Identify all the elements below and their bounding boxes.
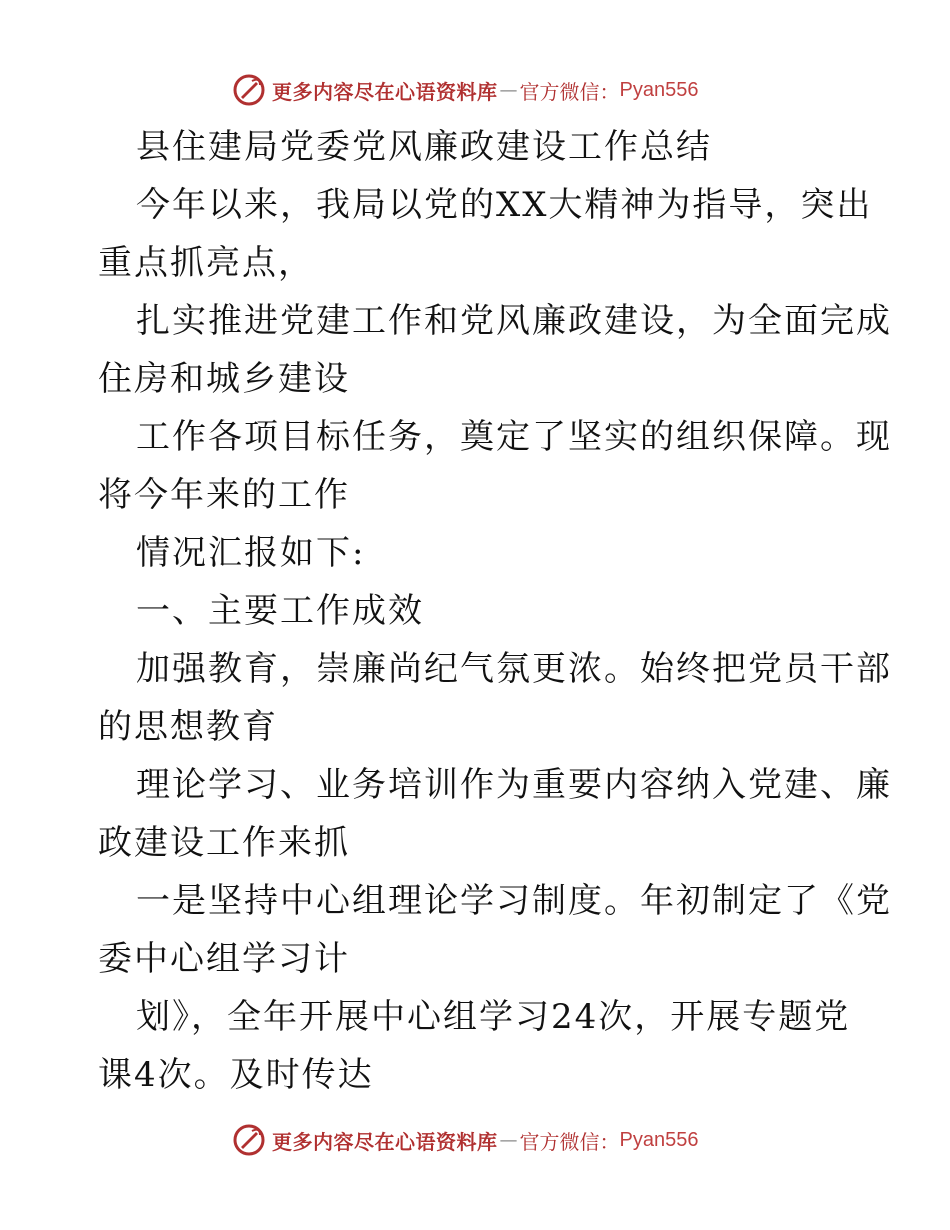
paragraph-line: 重点抓亮点， [98,243,314,283]
watermark-wechat-id: Pyan556 [619,1128,699,1151]
paragraph-line: 将今年来的工作 [98,475,350,515]
paragraph-line: 情况汇报如下: [136,533,366,573]
watermark-brand-text: 更多内容尽在心语资料库 [272,1129,498,1154]
watermark-wechat-id: Pyan556 [619,78,699,101]
document-body [98,118,892,1104]
paragraph-line: 理论学习、业务培训作为重要内容纳入党建、廉 [136,765,892,805]
paragraph-line: 划》，全年开展中心组学习24次，开展专题党 [136,997,851,1037]
paragraph-line: 工作各项目标任务，奠定了坚实的组织保障。现 [136,417,892,457]
watermark-separator: — [499,79,518,101]
paragraph-line: 一是坚持中心组理论学习制度。年初制定了《党 [136,881,892,921]
footer-watermark [232,1120,698,1160]
paragraph-line: 政建设工作来抓 [98,823,350,863]
paragraph-line: 委中心组学习计 [98,939,350,979]
watermark-official-label: 官方微信： [519,1129,620,1154]
paragraph-line: 今年以来，我局以党的XX大精神为指导，突出 [136,185,873,225]
paragraph-line: 的思想教育 [98,707,278,747]
paragraph-line: 住房和城乡建设 [98,359,350,399]
watermark-brand-text: 更多内容尽在心语资料库 [272,79,498,104]
watermark-official-label: 官方微信： [519,79,620,104]
paragraph-line: 扎实推进党建工作和党风廉政建设，为全面完成 [136,301,892,341]
quill-pen-logo-icon [232,73,266,107]
section-heading: 一、主要工作成效 [136,591,424,631]
watermark-separator: — [499,1129,518,1151]
quill-pen-logo-icon [232,1123,266,1157]
paragraph-line: 课4次。及时传达 [98,1055,374,1095]
paragraph-line: 加强教育，崇廉尚纪气氛更浓。始终把党员干部 [136,649,892,689]
header-watermark [232,70,698,110]
document-title: 县住建局党委党风廉政建设工作总结 [136,127,712,167]
